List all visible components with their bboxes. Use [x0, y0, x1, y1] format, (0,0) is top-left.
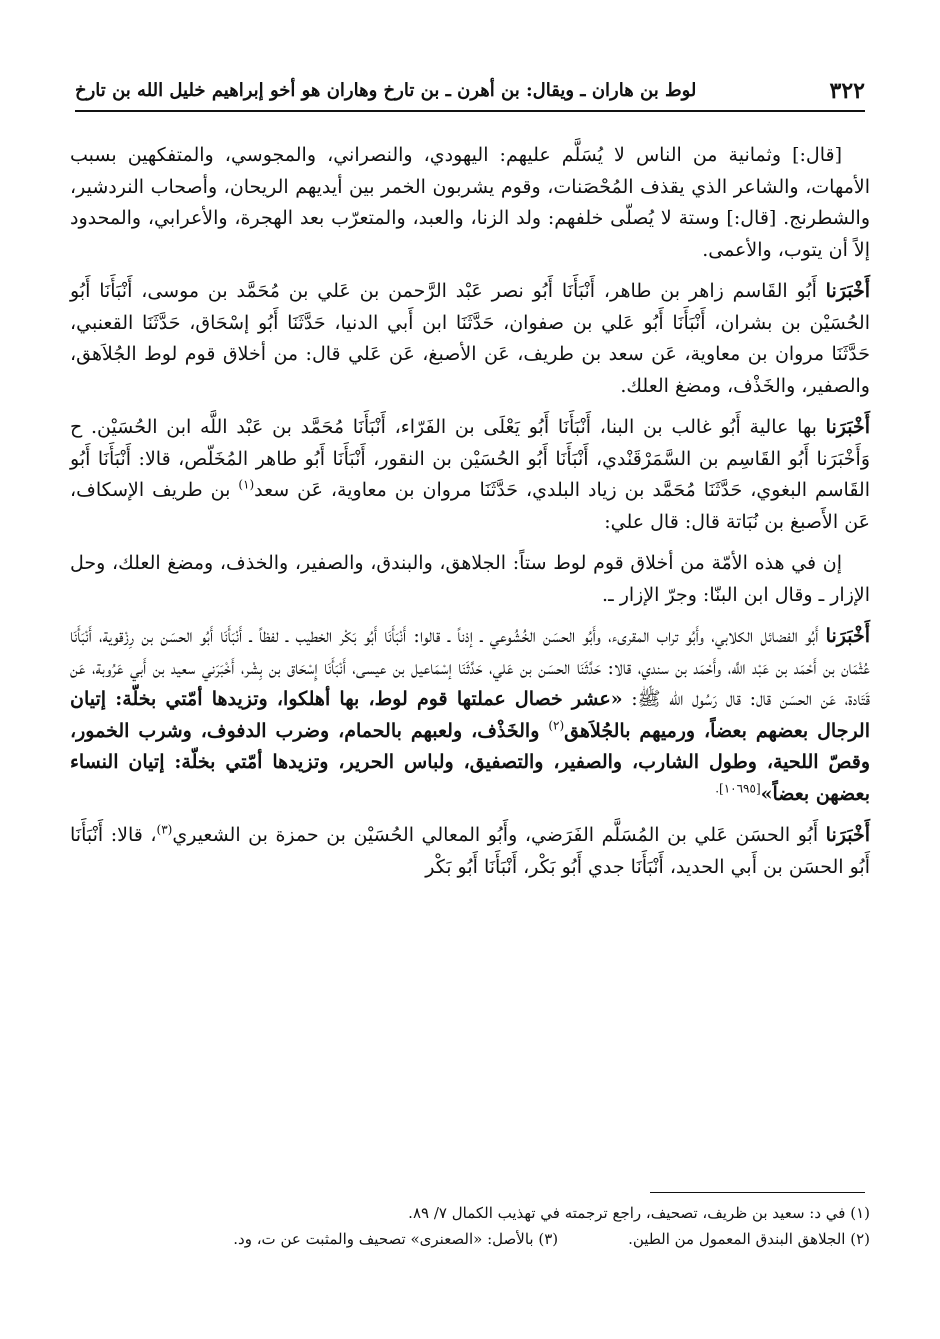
paragraph-5: [70, 621, 870, 810]
footnote-marker-3: (٣): [156, 822, 173, 837]
footnotes: [85, 1200, 870, 1252]
paragraph-2: [70, 276, 870, 402]
page-number: ٣٢٢: [829, 78, 865, 104]
paragraph-3: [70, 412, 870, 538]
paragraph-text: بها عالية أَبُو غالب بن البنا، أَنْبَأَنَا أَبُو يَعْلَى بن الفَرّاء، أَنْبَأَنَا مُحَمَّد بن عَبْد اللَّه ابن الحُسَيْن. ح وَأَخْبَرَنا أَبُو القَاسِم بن السَّمَرْقَنْدي، أَنْبَأَنَا أَبُو الحُسَيْن بن النقور، أَنْبَأَنَا أَبُو طاهر المُخَلّص، قالا: أَنْبَأَنَا أَبُو القَاسم البغوي، حَدَّثَنَا مُحَمَّد بن زياد البلدي، حَدَّثَنَا مروان بن معاوية، عَن سعد: [70, 416, 870, 501]
paragraph-tail: ، قالا: أَنْبَأَنَا أَبُو الحسَن بن أَبي الحديد، أَنْبَأَنَا جدي أَبُو بَكْر، أَنْبَأَنَا أَبُو بَكْر: [70, 824, 870, 878]
akhbarana-lead: أَخْبَرَنا: [825, 625, 870, 647]
footnote-row-2: [85, 1226, 870, 1252]
main-text: [70, 140, 870, 893]
footnote-3: (٣) بالأصل: «الصعنرى» تصحيف والمثبت عن ت، ود.: [233, 1230, 559, 1248]
paragraph-6: [70, 820, 870, 883]
footnote-text: (١) في د: سعيد بن ظريف، تصحيف، راجع ترجمته في تهذيب الكمال ٧/ ٨٩.: [408, 1204, 870, 1222]
paragraph-text: [قال:] وثمانية من الناس لا يُسَلَّم عليهم: اليهودي، والنصراني، والمجوسي، والمتفكهين بسبب الأمهات، والشاعر الذي يقذف المُحْصَنات، وقوم يشربون الخمر بين أيديهم الريحان، وأصحاب النردشير، والشطرنج. [قال:] وستة لا يُصلّى خلفهم: ولد الزنا، والعبد، والمتعرّب بعد الهجرة، والأعرابي، والمحدود إلاً أن يتوب، والأعمى.: [70, 144, 870, 261]
footnote-2: (٢) الجلاهق البندق المعمول من الطين.: [628, 1230, 870, 1248]
footnote-1: [85, 1200, 870, 1226]
paragraph-text: أَبُو الفضائل الكلابي، وأَبُو تراب المقرىء، وأَبُو الحسَن الخُشُوعي ـ إذناً ـ قالوا: أَنْبَأَنَا أَبُو بَكْر الخطيب ـ لفظاً ـ أَنْبَأَنَا أَبُو الحسَن بن رِزْقوية، أَنْبَأَنَا عُثْمَان بن أَحْمَد بن عَبْد اللَّه، وأَحْمَد بن سندي، قالا: حَدَّثَنَا الحسَن بن عَلي، حَدَّثَنَا إسْمَاعيل بن عيسى، أَنْبَأَنَا إِسْحَاق بن بِشْر، أَخْبَرَني سعيد بن أَبي عَرُوبة، عَن قَتَادة، عَن الحسَن قال: قال رَسُول الله ﷺ:: [70, 625, 870, 710]
akhbarana-lead: أَخْبَرَنا: [825, 824, 870, 846]
running-title: لوط بن هاران ـ ويقال: بن أهرن ـ بن تارخ وهاران هو أخو إبراهيم خليل الله بن تارخ: [75, 80, 697, 101]
footnote-divider: [650, 1192, 865, 1193]
footnote-marker-1: (١): [238, 477, 255, 492]
paragraph-text: إن في هذه الأمّة من أخلاق قوم لوط ستاً: الجلاهق، والبندق، والصفير، والخذف، ومضغ العلك، وحل الإزار ـ وقال ابن البنّا: وجرّ الإزار ـ.: [70, 552, 870, 606]
paragraph-tail: بن طريف الإسكاف، عَن الأَصبغ بن نُبَاتة قال: قال علي:: [70, 479, 870, 533]
paragraph-1: [70, 140, 870, 266]
paragraph-text: أَبُو القَاسم زاهر بن طاهر، أَنْبَأَنَا أَبُو نصر عَبْد الرَّحمن بن عَلي بن مُحَمَّد بن موسى، أَنْبَأَنَا أَبُو الحُسَيْن بن بشران، أَنْبَأَنَا أَبُو عَلي بن صفوان، حَدَّثَنَا ابن أَبي الدنيا، حَدَّثَنَا أَبُو إسْحَاق، حَدَّثَنَا القعنبي، حَدَّثَنَا مروان بن معاوية، عَن سعد بن طريف، عَن الأصبغ، عَن عَلي قال: من أخلاق قوم لوط الجُلاَهق، والصفير، والخَذْف، ومضغ العلك.: [70, 280, 870, 397]
footnote-gap: [558, 1226, 628, 1252]
paragraph-text: أَبُو الحسَن عَلي بن المُسَلَّم الفَرَضي، وأَبُو المعالي الحُسَيْن بن حمزة بن الشعيري: [172, 824, 826, 846]
paragraph-4: [70, 548, 870, 611]
hadith-text-tail: والخَذْف، ولعبهم بالحمام، وضرب الدفوف، وشرب الخمور، وقصّ اللحية، وطول الشارب، والصفير، والتصفيق، ولباس الحرير، وتزيدها أمّتي بخلّة: إتيان النساء بعضهن بعضاً»: [70, 719, 870, 805]
hadith-reference: [١٠٦٩٥].: [715, 781, 761, 796]
hadith-text: «عشر خصال عملتها قوم لوط، بها أهلكوا، وتزيدها أمّتي بخلّة: إتيان الرجال بعضهم بعضاً، ورميهم بالجُلاَهق: [70, 688, 870, 742]
footnote-marker-2: (٢): [548, 718, 565, 733]
akhbarana-lead: أَخْبَرَنا: [825, 416, 870, 438]
page-header: [75, 74, 865, 112]
akhbarana-lead: أَخْبَرَنا: [825, 280, 870, 302]
